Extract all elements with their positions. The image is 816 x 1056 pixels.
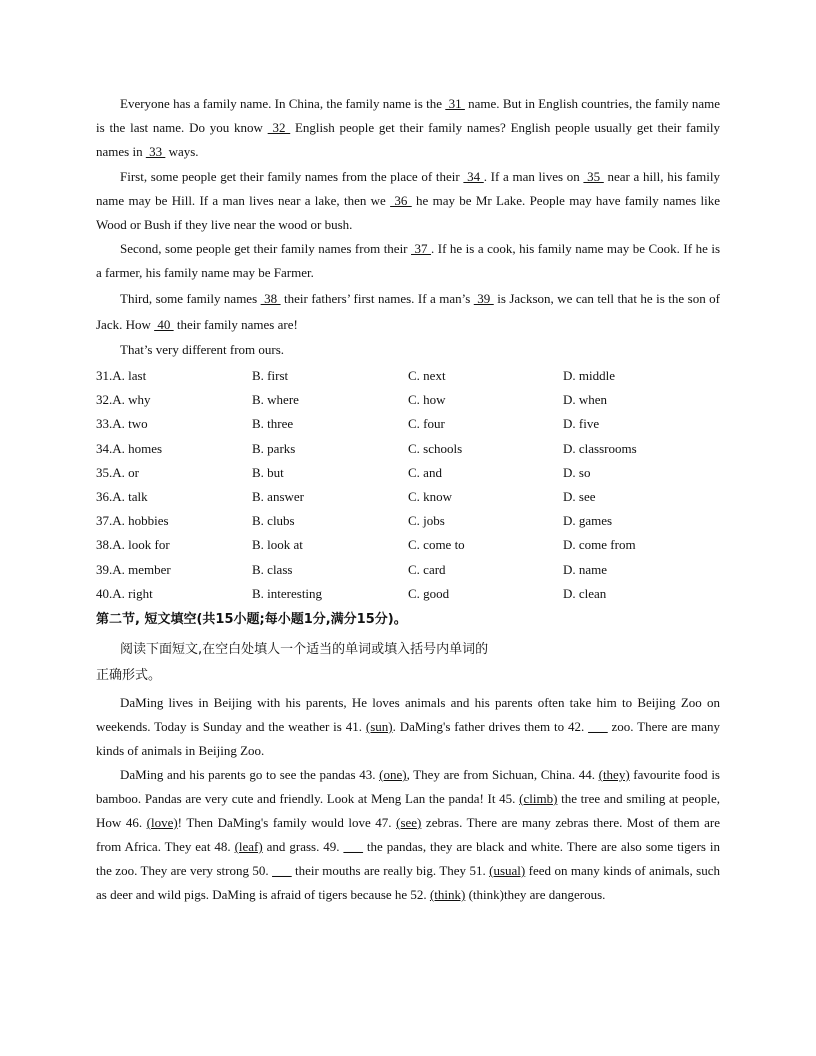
option-choice[interactable]: 31.A. last bbox=[96, 368, 147, 383]
option-choice[interactable]: C. come to bbox=[408, 537, 465, 553]
section2-instruction-line1: 阅读下面短文,在空白处填人一个适当的单词或填入括号内单词的 bbox=[120, 642, 489, 657]
option-row bbox=[96, 509, 736, 533]
blank-40[interactable]: 40 bbox=[154, 317, 174, 332]
option-choice[interactable]: D. when bbox=[563, 392, 608, 408]
option-choice[interactable]: 38.A. look for bbox=[96, 537, 170, 553]
option-row bbox=[96, 412, 736, 436]
option-row bbox=[96, 461, 736, 485]
hint-41[interactable]: (sun) bbox=[365, 719, 393, 734]
option-choice[interactable]: D. middle bbox=[563, 368, 615, 383]
hint-47[interactable]: (see) bbox=[396, 815, 422, 830]
blank-31[interactable]: 31 bbox=[445, 96, 465, 111]
option-choice[interactable]: D. games bbox=[563, 513, 613, 529]
option-choice[interactable]: C. four bbox=[408, 416, 445, 432]
option-choice[interactable]: D. come from bbox=[563, 537, 636, 553]
option-row bbox=[96, 582, 736, 606]
option-choice[interactable]: D. so bbox=[563, 464, 591, 480]
option-row bbox=[96, 558, 736, 582]
option-choice[interactable]: C. card bbox=[408, 561, 446, 577]
blank-42[interactable]: ___ bbox=[588, 719, 608, 734]
blank-50[interactable]: ___ bbox=[272, 863, 292, 878]
blank-38[interactable]: 38 bbox=[260, 291, 281, 306]
option-choice[interactable]: C. schools bbox=[408, 440, 463, 456]
hint-44[interactable]: (they) bbox=[598, 767, 630, 782]
option-choice[interactable]: 36.A. talk bbox=[96, 489, 148, 504]
option-choice[interactable]: D. five bbox=[563, 416, 600, 432]
option-choice[interactable]: D. see bbox=[563, 489, 596, 504]
passage2-paragraph-1: DaMing lives in Beijing with his parents, He loves animals and his parents often take him to Beijing Zoo on weekends. Today is Sunday and the weather is 41. (sun). DaMing's father drives them to 42. ___ zoo. There are many kinds of animals in Beijing Zoo. bbox=[96, 695, 720, 758]
blank-36[interactable]: 36 bbox=[390, 193, 412, 208]
option-choice[interactable]: D. clean bbox=[563, 585, 607, 601]
option-choice[interactable]: D. classrooms bbox=[563, 440, 637, 456]
option-row bbox=[96, 437, 736, 461]
option-choice[interactable]: 40.A. right bbox=[96, 585, 153, 601]
hint-51[interactable]: (usual) bbox=[489, 863, 526, 878]
passage1-paragraph-5: That’s very different from ours. bbox=[120, 342, 285, 357]
blank-33[interactable]: 33 bbox=[145, 144, 166, 159]
passage1-paragraph-4: Third, some family names 38 their fathers’ first names. If a man’s 39 is Jackson, we can tell that he is the son of Jack. How 40 their family names are! bbox=[96, 291, 721, 332]
option-choice[interactable]: B. clubs bbox=[252, 513, 295, 529]
blank-49[interactable]: ___ bbox=[343, 839, 363, 854]
option-choice[interactable]: 37.A. hobbies bbox=[96, 513, 169, 529]
section2-title: 第二节, 短文填空(共15小题;每小题1分,满分15分)。 bbox=[96, 612, 407, 627]
blank-37[interactable]: 37 bbox=[411, 241, 432, 256]
passage1-paragraph-1: Everyone has a family name. In China, the family name is the 31 name. But in English countries, the family name is the last name. Do you know 32 English people get their family names? English people usually get their family names in 33 ways. bbox=[96, 96, 721, 159]
option-choice[interactable]: B. first bbox=[252, 368, 289, 383]
option-choice[interactable]: B. class bbox=[252, 561, 293, 577]
option-choice[interactable]: C. know bbox=[408, 489, 453, 504]
option-row bbox=[96, 364, 736, 388]
option-choice[interactable]: C. and bbox=[408, 464, 442, 480]
option-choice[interactable]: D. name bbox=[563, 561, 608, 577]
section2-instruction-line2: 正确形式。 bbox=[96, 668, 162, 683]
option-choice[interactable]: B. interesting bbox=[252, 585, 323, 601]
option-choice[interactable]: B. parks bbox=[252, 440, 296, 456]
option-choice[interactable]: 39.A. member bbox=[96, 561, 171, 577]
option-choice[interactable]: 34.A. homes bbox=[96, 440, 163, 456]
hint-43[interactable]: (one) bbox=[379, 767, 407, 782]
option-row bbox=[96, 485, 736, 509]
option-choice[interactable]: C. how bbox=[408, 392, 446, 408]
option-choice[interactable]: B. where bbox=[252, 392, 299, 408]
hint-48[interactable]: (leaf) bbox=[234, 839, 263, 854]
option-choice[interactable]: B. three bbox=[252, 416, 294, 432]
option-row bbox=[96, 533, 736, 557]
option-choice[interactable]: B. answer bbox=[252, 489, 304, 504]
option-choice[interactable]: C. good bbox=[408, 585, 450, 601]
hint-45[interactable]: (climb) bbox=[519, 791, 558, 806]
blank-32[interactable]: 32 bbox=[267, 120, 291, 135]
option-choice[interactable]: C. jobs bbox=[408, 513, 445, 529]
hint-52[interactable]: (think) bbox=[429, 887, 466, 902]
option-choice[interactable]: B. but bbox=[252, 464, 284, 480]
option-choice[interactable]: 32.A. why bbox=[96, 392, 151, 408]
passage2-paragraph-2: DaMing and his parents go to see the pandas 43. (one), They are from Sichuan, China. 44. (they) favourite food is bamboo. Pandas are very cute and friendly. Look at Meng Lan the panda! It 45. (climb) the tree and smiling at people, How 46. (love)! Then DaMing's family would love 47. (see) zebras. There are many zebras there. Most of them are from Africa. They eat 48. (leaf) and grass. 49. ___ the pandas, they are black and white. There are also some tigers in the zoo. They are very strong 50. ___ their mouths are really big. They 51. (usual) feed on many kinds of animals, such as deer and wild pigs. DaMing is afraid of tigers because he 52. (think) (think)they are dangerous. bbox=[96, 767, 721, 902]
option-choice[interactable]: 35.A. or bbox=[96, 464, 139, 480]
option-choice[interactable]: 33.A. two bbox=[96, 416, 148, 432]
option-choice[interactable]: C. next bbox=[408, 368, 446, 383]
option-choice[interactable]: B. look at bbox=[252, 537, 303, 553]
hint-46[interactable]: (love) bbox=[146, 815, 178, 830]
passage1-paragraph-3: Second, some people get their family names from their 37 . If he is a cook, his family name may be Cook. If he is a farmer, his family name may be Farmer. bbox=[96, 241, 721, 280]
passage1-paragraph-2: First, some people get their family names from the place of their 34 . If a man lives on 35 near a hill, his family name may be Hill. If a man lives near a lake, then we 36 he may be Mr Lake. People may have family names like Wood or Bush if they live near the wood or bush. bbox=[96, 169, 721, 232]
blank-34[interactable]: 34 bbox=[463, 169, 484, 184]
option-row bbox=[96, 388, 736, 412]
blank-35[interactable]: 35 bbox=[583, 169, 604, 184]
blank-39[interactable]: 39 bbox=[473, 291, 494, 306]
